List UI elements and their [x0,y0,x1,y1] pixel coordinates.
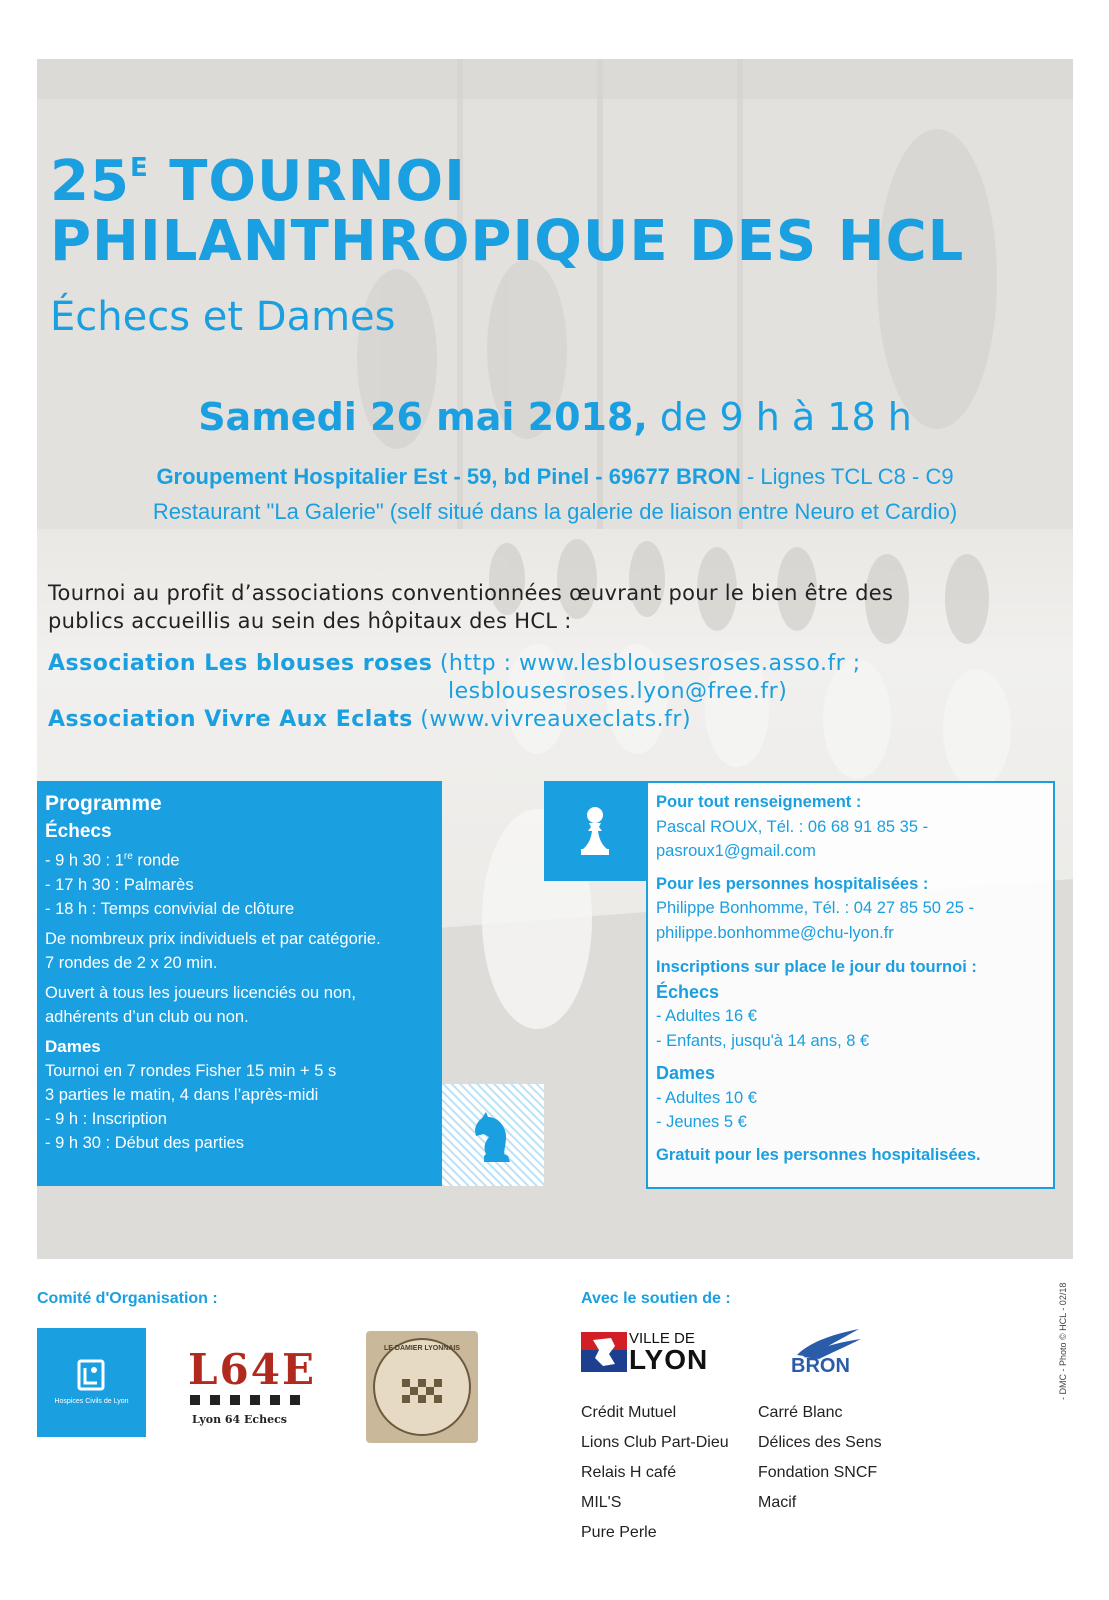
programme-prix: De nombreux prix individuels et par catégorie. [45,929,381,948]
sponsors-right [758,1398,882,1518]
hcl-logo-text: Hospices Civils de Lyon [54,1398,129,1405]
pawn-tile [544,781,646,881]
sponsor-item: Délices des Sens [758,1434,882,1451]
l64-logo-caption: Lyon 64 Echecs [192,1413,288,1426]
info-hospitalises-email[interactable]: philippe.bonhomme@chu-lyon.fr [656,923,894,942]
programme-box [37,781,442,1186]
association-1-email: lesblousesroses.lyon@free.fr) [448,679,788,704]
programme-echecs-item: - 18 h : Temps convivial de clôture [45,899,295,918]
sponsor-item: Macif [758,1494,797,1511]
info-hospitalises-contact: Philippe Bonhomme, Tél. : 04 27 85 50 25 - [656,899,974,917]
programme-dames-item: Tournoi en 7 rondes Fisher 15 min + 5 s [45,1061,337,1080]
programme-dames-item: 3 parties le matin, 4 dans l’après-midi [45,1085,319,1104]
hcl-emblem-icon [37,1328,146,1437]
page-title-line1: $25^E$ TOURNOI [50,149,466,214]
sponsor-item: Carré Blanc [758,1404,843,1421]
sponsor-item: MIL'S [581,1494,622,1511]
info-echecs-price: - Adultes 16 € [656,1007,757,1025]
lyon-logo-bottom: LYON [629,1344,709,1375]
association-1: Association Les blouses roses (http : www.lesblousesroses.asso.fr ; [48,651,861,676]
programme-echecs-item: - 9 h 30 : 1re ronde [45,851,180,870]
damier-lyonnais-logo [366,1331,478,1443]
knight-icon [442,1084,544,1186]
ville-de-lyon-logo [581,1330,711,1376]
programme-echecs-heading: Échecs [45,821,112,842]
bron-logo [789,1325,869,1380]
bron-wave-icon [789,1325,869,1359]
hcl-logo [37,1328,146,1437]
programme-echecs-item: - 17 h 30 : Palmarès [45,875,194,894]
info-dames-price: - Adultes 10 € [656,1088,757,1107]
info-dames-heading: Dames [656,1063,716,1083]
intro-text: Tournoi au profit d’associations conventionnées œuvrant pour le bien être des publics accueillis au sein des hôpitaux des HCL : [48,581,894,633]
soutien-heading: Avec le soutien de : [581,1290,731,1307]
lyon-lion-icon [581,1332,627,1372]
sponsor-item: Pure Perle [581,1524,657,1541]
info-contact-email[interactable]: pasroux1@gmail.com [656,842,816,860]
page-subtitle: Échecs et Dames [50,294,396,340]
event-date: Samedi 26 mai 2018, de 9 h à 18 h [198,395,912,439]
sponsor-item: Fondation SNCF [758,1464,878,1481]
l64-checker-icon [190,1393,320,1407]
knight-tile [442,1084,544,1186]
info-hospitalises-heading: Pour les personnes hospitalisées : [656,874,929,893]
programme-heading: Programme [45,792,162,815]
info-gratuit: Gratuit pour les personnes hospitalisées. [656,1145,981,1164]
side-credit-note: - DMC - Photo © HCL - 02/18 [1058,1282,1068,1400]
programme-adherents: adhérents d’un club ou non. [45,1007,249,1026]
info-inscriptions-heading: Inscriptions sur place le jour du tournoi : [656,958,977,976]
event-location: Groupement Hospitalier Est - 59, bd Pinel - 69677 BRON - Lignes TCL C8 - C9 [156,464,954,489]
poster-background [37,59,1073,1259]
info-echecs-price: - Enfants, jusqu'à 14 ans, 8 € [656,1031,870,1050]
sponsor-item: Relais H café [581,1464,677,1481]
event-venue: Restaurant "La Galerie" (self situé dans la galerie de liaison entre Neuro et Cardio) [152,499,958,524]
l64-logo-letters: L64E [188,1345,316,1394]
association-2: Association Vivre Aux Eclats (www.vivreauxeclats.fr) [48,707,692,732]
info-renseignement-heading: Pour tout renseignement : [656,793,862,811]
lyon-logo-top: VILLE DE [629,1330,695,1347]
sponsors-left [581,1398,729,1548]
comite-heading: Comité d'Organisation : [37,1290,218,1307]
sponsor-item: Crédit Mutuel [581,1404,677,1421]
damier-logo-text: LE DAMIER LYONNAIS [384,1345,460,1352]
sponsor-item: Lions Club Part-Dieu [581,1434,729,1451]
programme-dames-heading: Dames [45,1036,101,1056]
programme-dames-item: - 9 h 30 : Début des parties [45,1133,245,1152]
info-dames-price: - Jeunes 5 € [656,1113,747,1131]
pawn-icon [544,781,646,881]
info-contact: Pascal ROUX, Tél. : 06 68 91 85 35 - [656,817,929,836]
programme-rondes: 7 rondes de 2 x 20 min. [45,953,218,972]
info-echecs-heading: Échecs [656,981,720,1002]
programme-ouvert: Ouvert à tous les joueurs licenciés ou non, [45,983,356,1002]
bron-logo-text: BRON [791,1355,850,1377]
page-title-line2: PHILANTHROPIQUE DES HCL [50,209,965,274]
programme-dames-item: - 9 h : Inscription [45,1109,167,1128]
info-box [646,781,1055,1189]
l64-logo [188,1345,318,1435]
